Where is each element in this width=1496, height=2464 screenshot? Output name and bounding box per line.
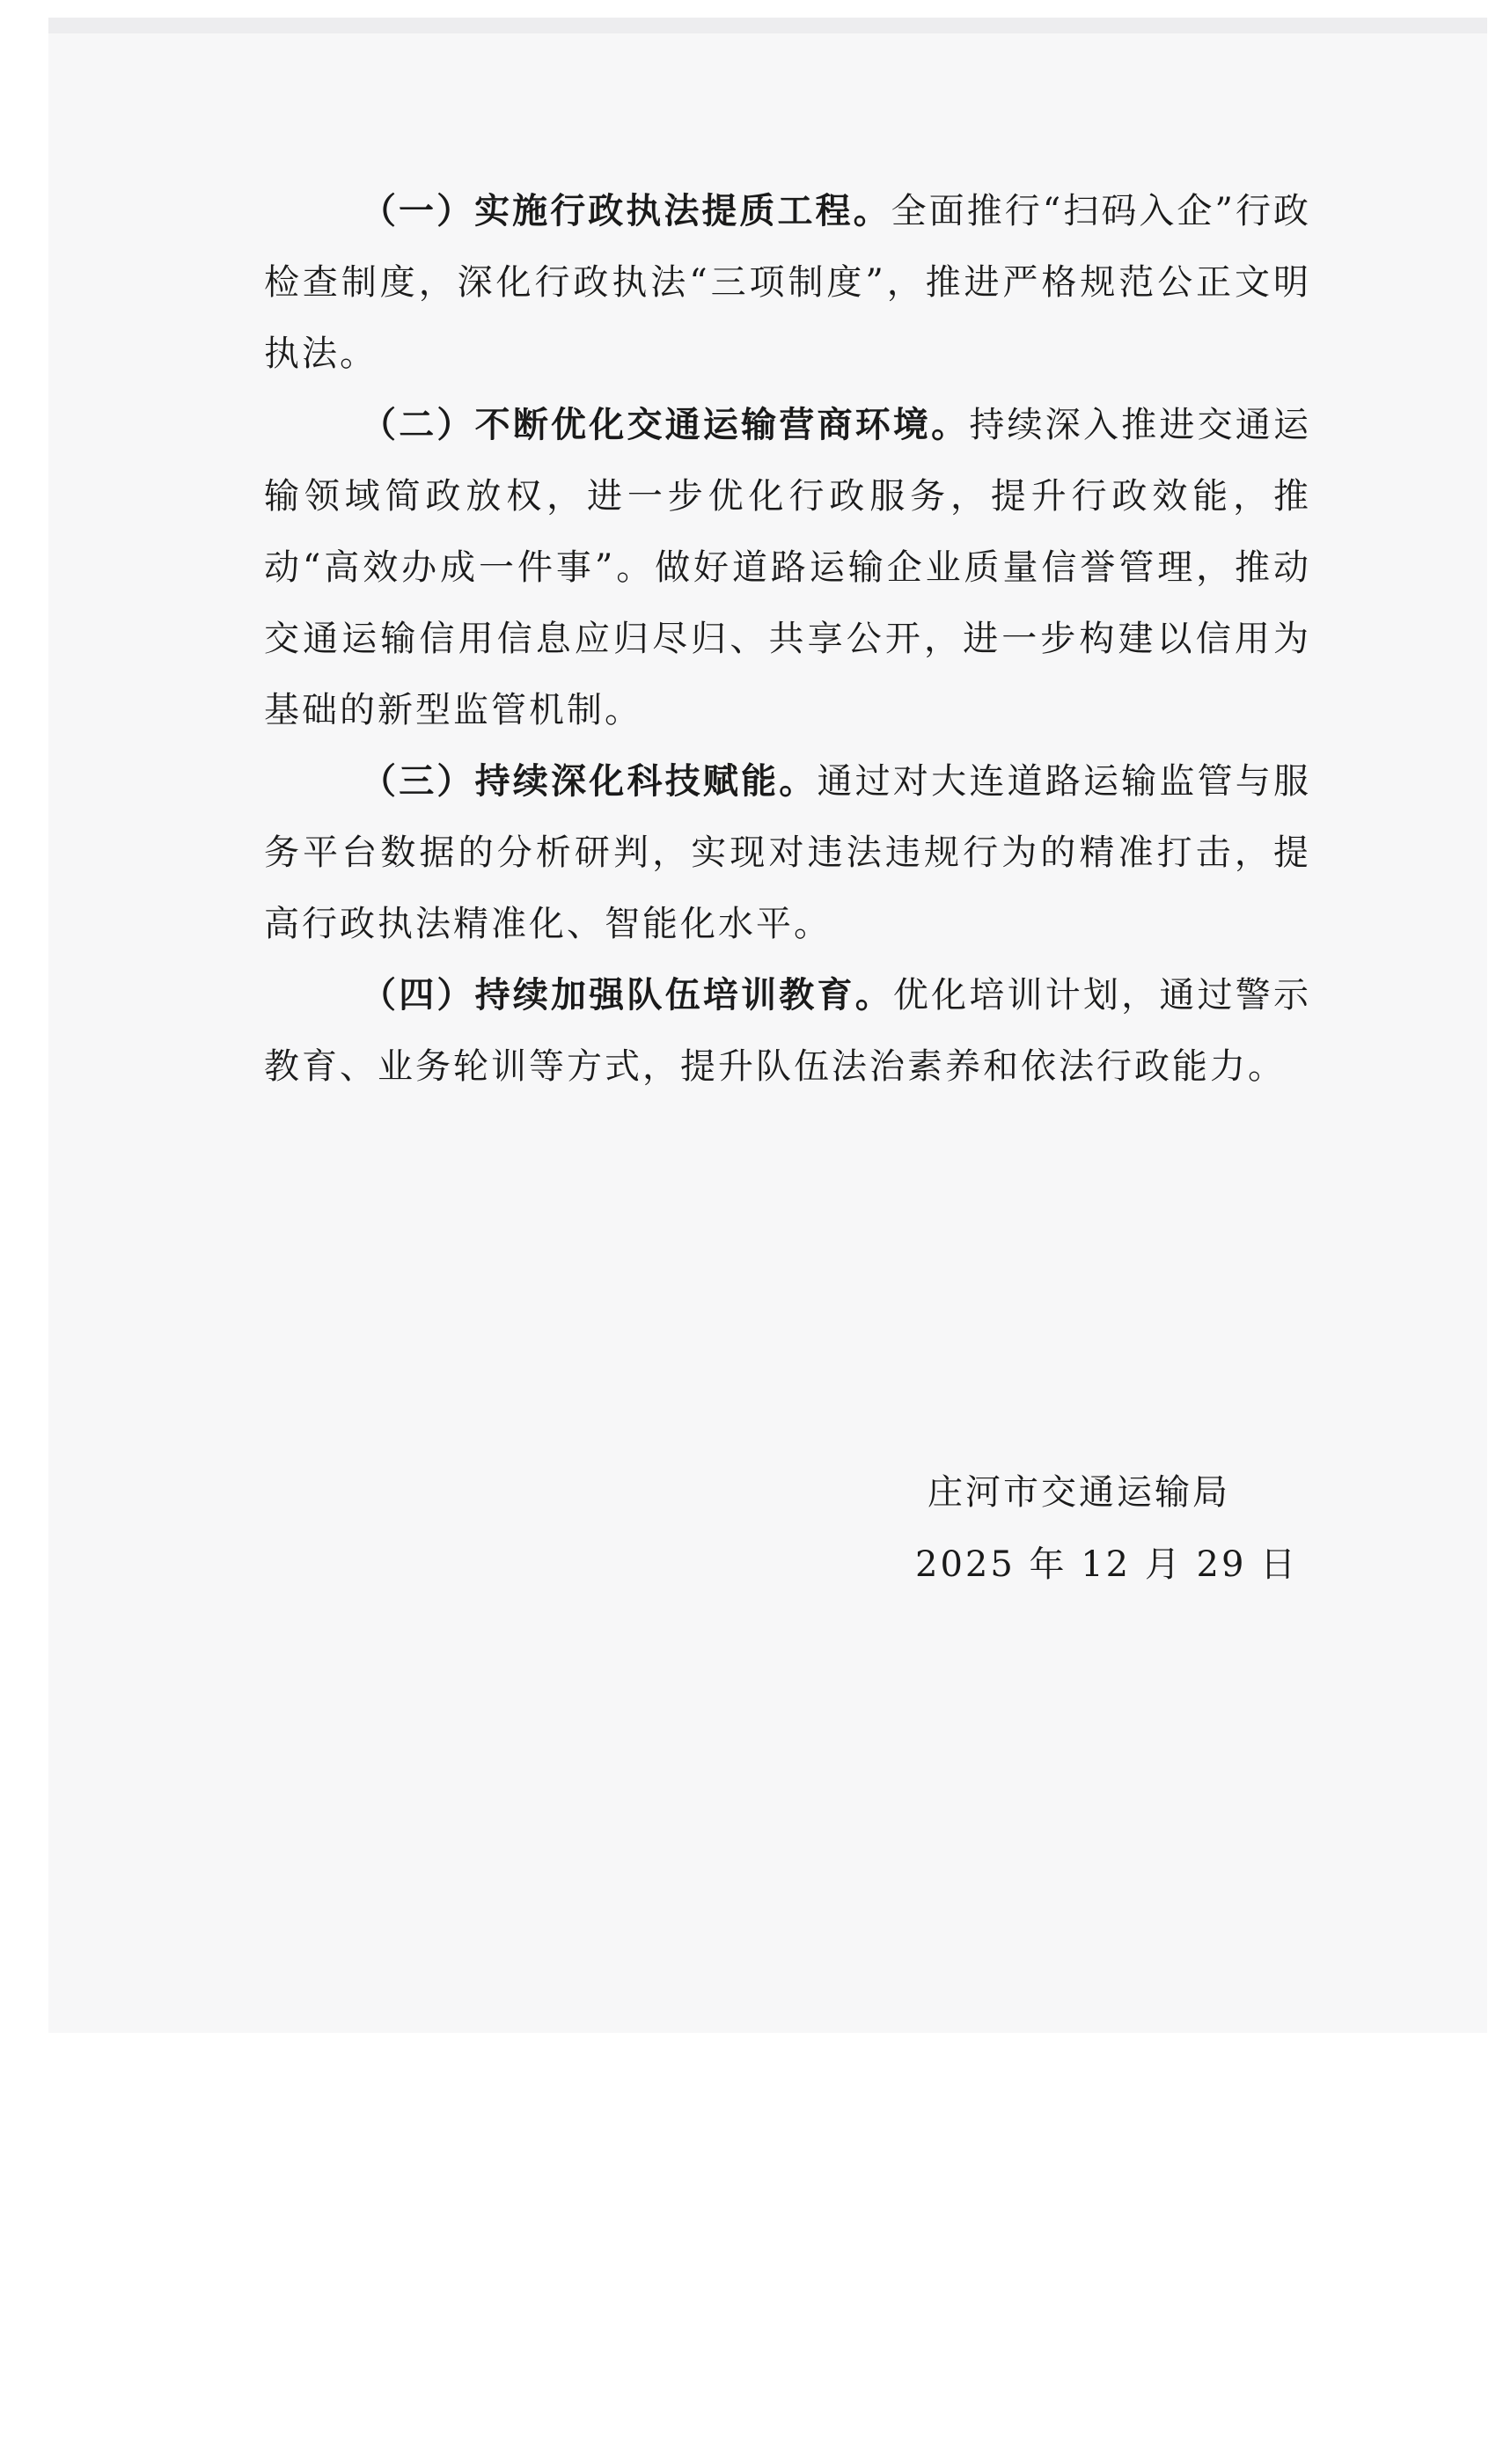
paragraph-3-body: 通过对大连道路运输监管与服务平台数据的分析研判，实现对违法违规行为的精准打击，提高行政执法精准化、智能化水平。 (264, 761, 1311, 944)
document-body (264, 176, 1311, 1103)
paragraph-1 (264, 176, 1311, 390)
scan-edge-shadow (48, 18, 1487, 33)
paragraph-2-body: 持续深入推进交通运输领域简政放权，进一步优化行政服务，提升行政效能，推动“高效办成一件事”。做好道路运输企业质量信誉管理，推动交通运输信用信息应归尽归、共享公开，进一步构建以信用为基础的新型监管机制。 (264, 405, 1312, 730)
signature-date: 2025 年 12 月 29 日 (915, 1544, 1299, 1585)
paragraph-3 (264, 746, 1311, 960)
paragraph-2-heading: （二）不断优化交通运输营商环境。 (361, 405, 970, 445)
signature-block (915, 1456, 1298, 1601)
paragraph-4 (264, 960, 1311, 1103)
paragraph-3-heading: （三）持续深化科技赋能。 (361, 761, 818, 802)
paragraph-4-heading: （四）持续加强队伍培训教育。 (361, 975, 893, 1016)
paragraph-2 (264, 390, 1311, 746)
paragraph-4-body: 优化培训计划，通过警示教育、业务轮训等方式，提升队伍法治素养和依法行政能力。 (264, 975, 1312, 1087)
paragraph-1-body: 全面推行“扫码入企”行政检查制度，深化行政执法“三项制度”，推进严格规范公正文明执法。 (264, 191, 1312, 374)
paragraph-1-heading: （一）实施行政执法提质工程。 (361, 191, 891, 231)
signature-organization: 庄河市交通运输局 (928, 1472, 1230, 1513)
